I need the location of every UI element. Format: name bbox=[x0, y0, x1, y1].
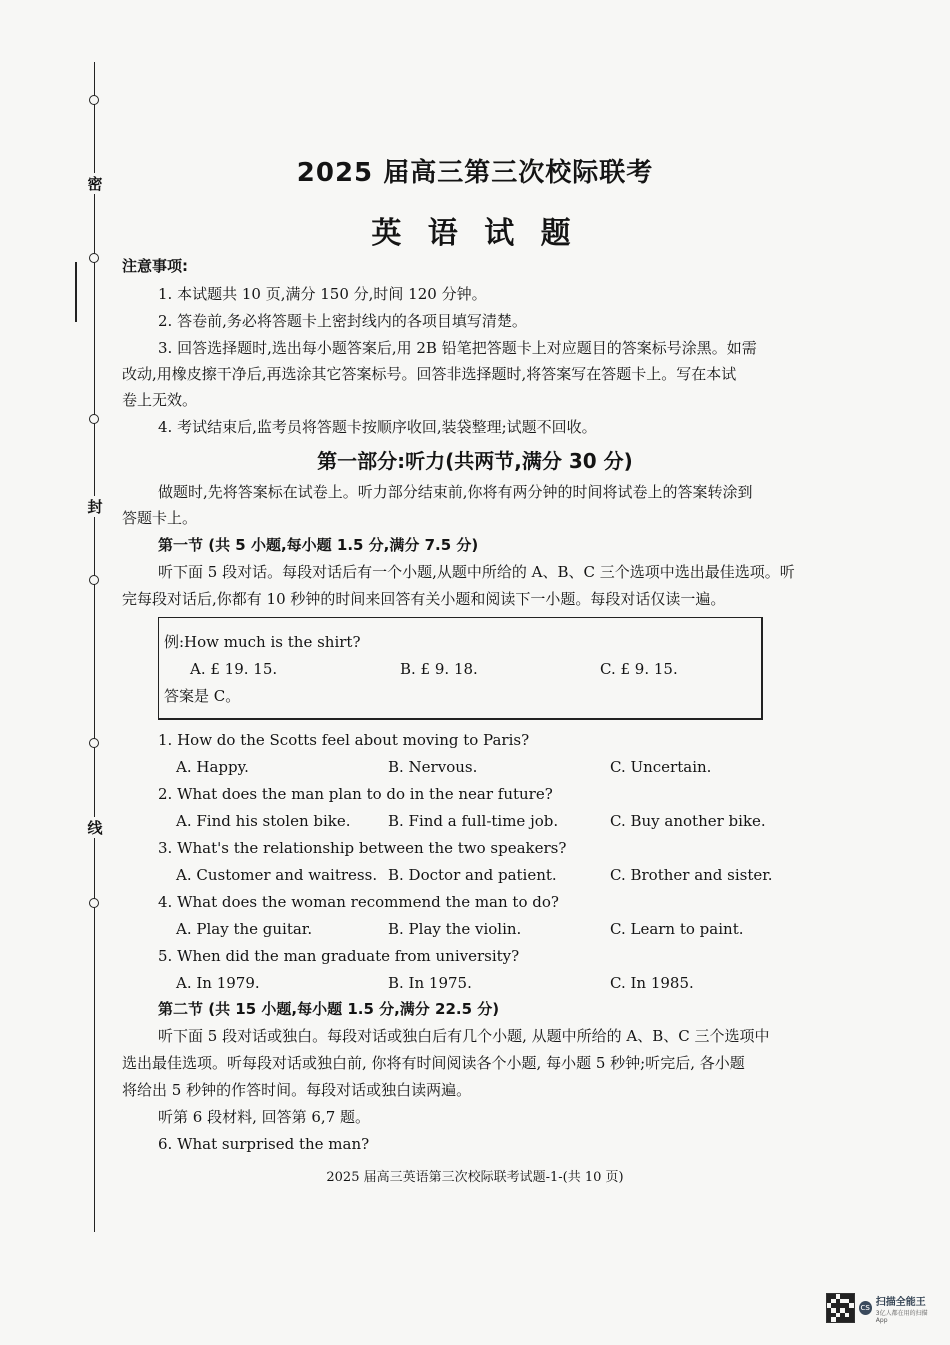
example-option-a: A. £ 19. 15. bbox=[190, 660, 278, 678]
option-c: C. Brother and sister. bbox=[610, 866, 773, 884]
binding-hole bbox=[89, 253, 99, 263]
section2-heading: 第二节 (共 15 小题,每小题 1.5 分,满分 22.5 分) bbox=[158, 1000, 500, 1018]
question-5: 5. When did the man graduate from university? bbox=[158, 947, 520, 965]
notice-heading: 注意事项: bbox=[122, 257, 188, 275]
seal-label-xian: 线 bbox=[84, 817, 106, 838]
seal-label-feng: 封 bbox=[84, 496, 106, 517]
binding-mark bbox=[75, 262, 77, 322]
part1-intro-cont: 答题卡上。 bbox=[122, 509, 198, 527]
example-option-c: C. £ 9. 15. bbox=[600, 660, 678, 678]
option-a: A. Happy. bbox=[176, 758, 249, 776]
qr-code-icon bbox=[826, 1293, 855, 1323]
option-c: C. Learn to paint. bbox=[610, 920, 744, 938]
example-option-b: B. £ 9. 18. bbox=[400, 660, 478, 678]
section1-heading: 第一节 (共 5 小题,每小题 1.5 分,满分 7.5 分) bbox=[158, 536, 479, 554]
example-question: 例:How much is the shirt? bbox=[164, 633, 361, 651]
option-a: A. Play the guitar. bbox=[176, 920, 313, 938]
page-footer: 2025 届高三英语第三次校际联考试题-1-(共 10 页) bbox=[326, 1170, 624, 1185]
question-6: 6. What surprised the man? bbox=[158, 1135, 370, 1153]
option-c: C. Uncertain. bbox=[610, 758, 712, 776]
section2-instructions-cont: 将给出 5 秒钟的作答时间。每段对话或独白读两遍。 bbox=[122, 1081, 472, 1099]
option-a: A. In 1979. bbox=[176, 974, 260, 992]
option-c: C. In 1985. bbox=[610, 974, 694, 992]
section2-instructions: 听下面 5 段对话或独白。每段对话或独白后有几个小题, 从题中所给的 A、B、C 三个选项中 bbox=[158, 1027, 770, 1045]
exam-subject: 英 语 试 题 bbox=[371, 216, 579, 251]
part1-heading: 第一部分:听力(共两节,满分 30 分) bbox=[317, 449, 633, 473]
option-b: B. Doctor and patient. bbox=[388, 866, 557, 884]
option-b: B. Nervous. bbox=[388, 758, 478, 776]
question-2: 2. What does the man plan to do in the near future? bbox=[158, 785, 553, 803]
option-c: C. Buy another bike. bbox=[610, 812, 766, 830]
exam-title: 2025 届高三第三次校际联考 bbox=[296, 158, 654, 188]
seal-label-mi: 密 bbox=[84, 173, 106, 194]
option-b: B. In 1975. bbox=[388, 974, 472, 992]
brand-tagline: 3亿人都在用的扫描App bbox=[875, 1309, 928, 1324]
option-b: B. Play the violin. bbox=[388, 920, 522, 938]
binding-hole bbox=[89, 898, 99, 908]
notice-item-1: 1. 本试题共 10 页,满分 150 分,时间 120 分钟。 bbox=[158, 285, 487, 303]
example-answer: 答案是 C。 bbox=[164, 687, 241, 705]
option-b: B. Find a full-time job. bbox=[388, 812, 559, 830]
material-6-instruction: 听第 6 段材料, 回答第 6,7 题。 bbox=[158, 1108, 371, 1126]
binding-hole bbox=[89, 738, 99, 748]
notice-item-2: 2. 答卷前,务必将答题卡上密封线内的各项目填写清楚。 bbox=[158, 312, 527, 330]
question-1: 1. How do the Scotts feel about moving to Paris? bbox=[158, 731, 530, 749]
question-3: 3. What's the relationship between the two speakers? bbox=[158, 839, 567, 857]
brand-logo-icon: cs bbox=[860, 1303, 870, 1313]
part1-intro: 做题时,先将答案标在试卷上。听力部分结束前,你将有两分钟的时间将试卷上的答案转涂到 bbox=[158, 483, 753, 501]
notice-item-3-cont: 改动,用橡皮擦干净后,再选涂其它答案标号。回答非选择题时,将答案写在答题卡上。写在本试 bbox=[122, 365, 737, 383]
brand-name: 扫描全能王 bbox=[875, 1296, 926, 1308]
option-a: A. Find his stolen bike. bbox=[176, 812, 351, 830]
section2-instructions-cont: 选出最佳选项。听每段对话或独白前, 你将有时间阅读各个小题, 每小题 5 秒钟;听完后, 各小题 bbox=[122, 1054, 745, 1072]
binding-hole bbox=[89, 414, 99, 424]
binding-hole bbox=[89, 575, 99, 585]
notice-item-4: 4. 考试结束后,监考员将答题卡按顺序收回,装袋整理;试题不回收。 bbox=[158, 418, 597, 436]
notice-item-3: 3. 回答选择题时,选出每小题答案后,用 2B 铅笔把答题卡上对应题目的答案标号涂黑。如需 bbox=[158, 339, 757, 357]
notice-item-3-cont: 卷上无效。 bbox=[122, 391, 198, 409]
section1-instructions-cont: 完每段对话后,你都有 10 秒钟的时间来回答有关小题和阅读下一小题。每段对话仅读一遍。 bbox=[122, 590, 726, 608]
scanner-watermark bbox=[826, 1290, 936, 1326]
section1-instructions: 听下面 5 段对话。每段对话后有一个小题,从题中所给的 A、B、C 三个选项中选出最佳选项。听 bbox=[158, 563, 795, 581]
question-4: 4. What does the woman recommend the man to do? bbox=[158, 893, 559, 911]
option-a: A. Customer and waitress. bbox=[176, 866, 378, 884]
binding-hole bbox=[89, 95, 99, 105]
